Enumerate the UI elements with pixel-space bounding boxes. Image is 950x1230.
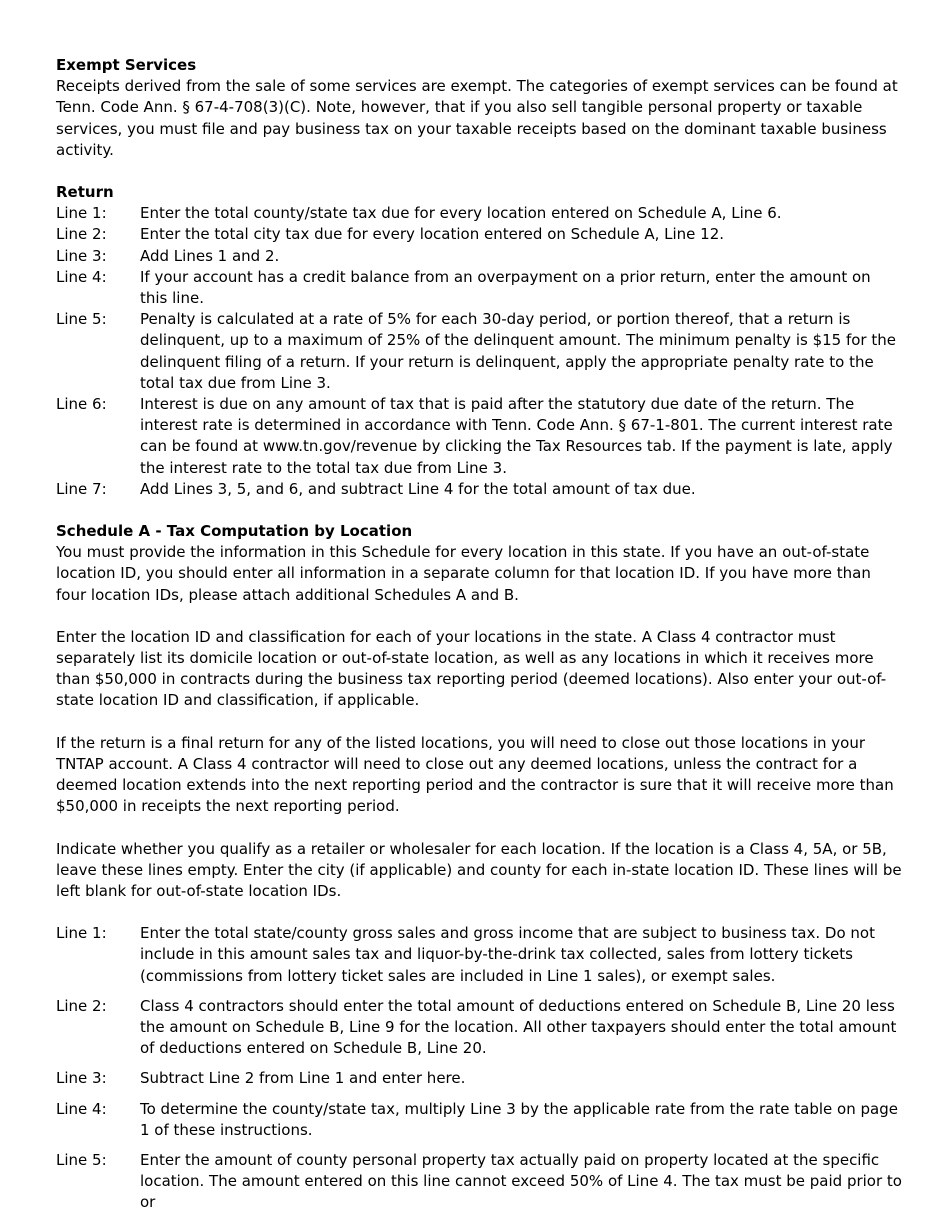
line-text: Penalty is calculated at a rate of 5% for each 30-day period, or portion thereof, that a return is delinquent, up to a maximum of 25% of the delinquent amount. The minimum penalty is $15 for the delinquent filing of a return. If your return is delinquent, apply the appropriate penalty rate to the total tax due from Line 3.: [140, 310, 896, 392]
schedule-a-paragraph: You must provide the information in this Schedule for every location in this state. If you have an out-of-state location ID, you should enter all information in a separate column for that location ID. If you have more than four location IDs, please attach additional Schedules A and B.: [56, 543, 871, 604]
exempt-services-section: [56, 55, 902, 161]
line-label: Line 7:: [56, 479, 107, 498]
schedule-a-line-2: [56, 996, 902, 1060]
line-label: Line 5:: [56, 1150, 107, 1169]
line-label: Line 1:: [56, 924, 107, 943]
line-label: Line 2:: [56, 996, 107, 1015]
schedule-a-line-5: [56, 1150, 902, 1214]
return-line-1: [56, 203, 902, 224]
return-line-2: [56, 224, 902, 245]
schedule-a-paragraph: If the return is a final return for any of the listed locations, you will need to close out those locations in your TNTAP account. A Class 4 contractor will need to close out any deemed locations, unless the contract for a deemed location extends into the next reporting period and the contractor is sure that it will receive more than $50,000 in receipts the next reporting period.: [56, 733, 894, 816]
exempt-services-body: Receipts derived from the sale of some services are exempt. The categories of exempt services can be found at Tenn. Code Ann. § 67-4-708(3)(C). Note, however, that if you also sell tangible personal property or taxable services, you must file and pay business tax on your taxable receipts based on the dominant taxable business activity.: [56, 77, 898, 159]
return-heading: Return: [56, 183, 114, 202]
schedule-a-line-1: [56, 923, 902, 987]
line-text: Enter the total state/county gross sales and gross income that are subject to business tax. Do not include in this amount sales tax and liquor-by-the-drink tax collected, sales from lottery tickets (commissions from lottery ticket sales are included in Line 1 sales), or exempt sales.: [140, 924, 875, 985]
line-text: Add Lines 1 and 2.: [140, 246, 280, 265]
return-line-3: [56, 246, 902, 267]
line-text: To determine the county/state tax, multiply Line 3 by the applicable rate from the rate table on page 1 of these instructions.: [140, 1099, 898, 1139]
line-text: Interest is due on any amount of tax that is paid after the statutory due date of the return. The interest rate is determined in accordance with Tenn. Code Ann. § 67-1-801. The current interest rate can be found at www.tn.gov/revenue by clicking the Tax Resources tab. If the payment is late, apply the interest rate to the total tax due from Line 3.: [140, 395, 893, 477]
line-label: Line 1:: [56, 204, 107, 223]
schedule-a-line-4: [56, 1099, 902, 1141]
return-line-7: [56, 479, 902, 500]
return-line-6: [56, 394, 902, 479]
line-text: Enter the total city tax due for every location entered on Schedule A, Line 12.: [140, 225, 725, 244]
line-label: Line 5:: [56, 310, 107, 329]
line-text: Add Lines 3, 5, and 6, and subtract Line 4 for the total amount of tax due.: [140, 479, 696, 498]
return-line-5: [56, 309, 902, 394]
line-label: Line 2:: [56, 225, 107, 244]
line-text: Subtract Line 2 from Line 1 and enter here.: [140, 1069, 466, 1088]
line-label: Line 4:: [56, 1099, 107, 1118]
schedule-a-line-3: [56, 1068, 902, 1089]
line-text: Class 4 contractors should enter the total amount of deductions entered on Schedule B, Line 20 less the amount on Schedule B, Line 9 for the location. All other taxpayers should enter the total amount of deductions entered on Schedule B, Line 20.: [140, 996, 897, 1058]
line-text: Enter the total county/state tax due for every location entered on Schedule A, Line 6.: [140, 204, 782, 223]
return-section: [56, 182, 902, 500]
schedule-a-section: [56, 521, 902, 1213]
line-label: Line 6:: [56, 395, 107, 414]
schedule-a-heading: Schedule A - Tax Computation by Location: [56, 522, 413, 541]
schedule-a-paragraph: Indicate whether you qualify as a retailer or wholesaler for each location. If the location is a Class 4, 5A, or 5B, leave these lines empty. Enter the city (if applicable) and county for each in-state location ID. These lines will be left blank for out-of-state location IDs.: [56, 839, 902, 900]
line-label: Line 3:: [56, 1069, 107, 1088]
schedule-a-lines: [56, 923, 902, 1213]
line-text: Enter the amount of county personal property tax actually paid on property located at the specific location. The amount entered on this line cannot exceed 50% of Line 4. The tax must be paid prior to or: [140, 1150, 902, 1212]
line-text: If your account has a credit balance from an overpayment on a prior return, enter the amount on this line.: [140, 267, 871, 308]
exempt-services-heading: Exempt Services: [56, 56, 197, 74]
schedule-a-paragraph: Enter the location ID and classification for each of your locations in the state. A Class 4 contractor must separately list its domicile location or out-of-state location, as well as any locations in which it receives more than $50,000 in contracts during the business tax reporting period (deemed locations). Also enter your out-of-state location ID and classification, if applicable.: [56, 627, 887, 710]
line-label: Line 4:: [56, 267, 107, 286]
return-line-4: [56, 267, 902, 309]
line-label: Line 3:: [56, 246, 107, 265]
